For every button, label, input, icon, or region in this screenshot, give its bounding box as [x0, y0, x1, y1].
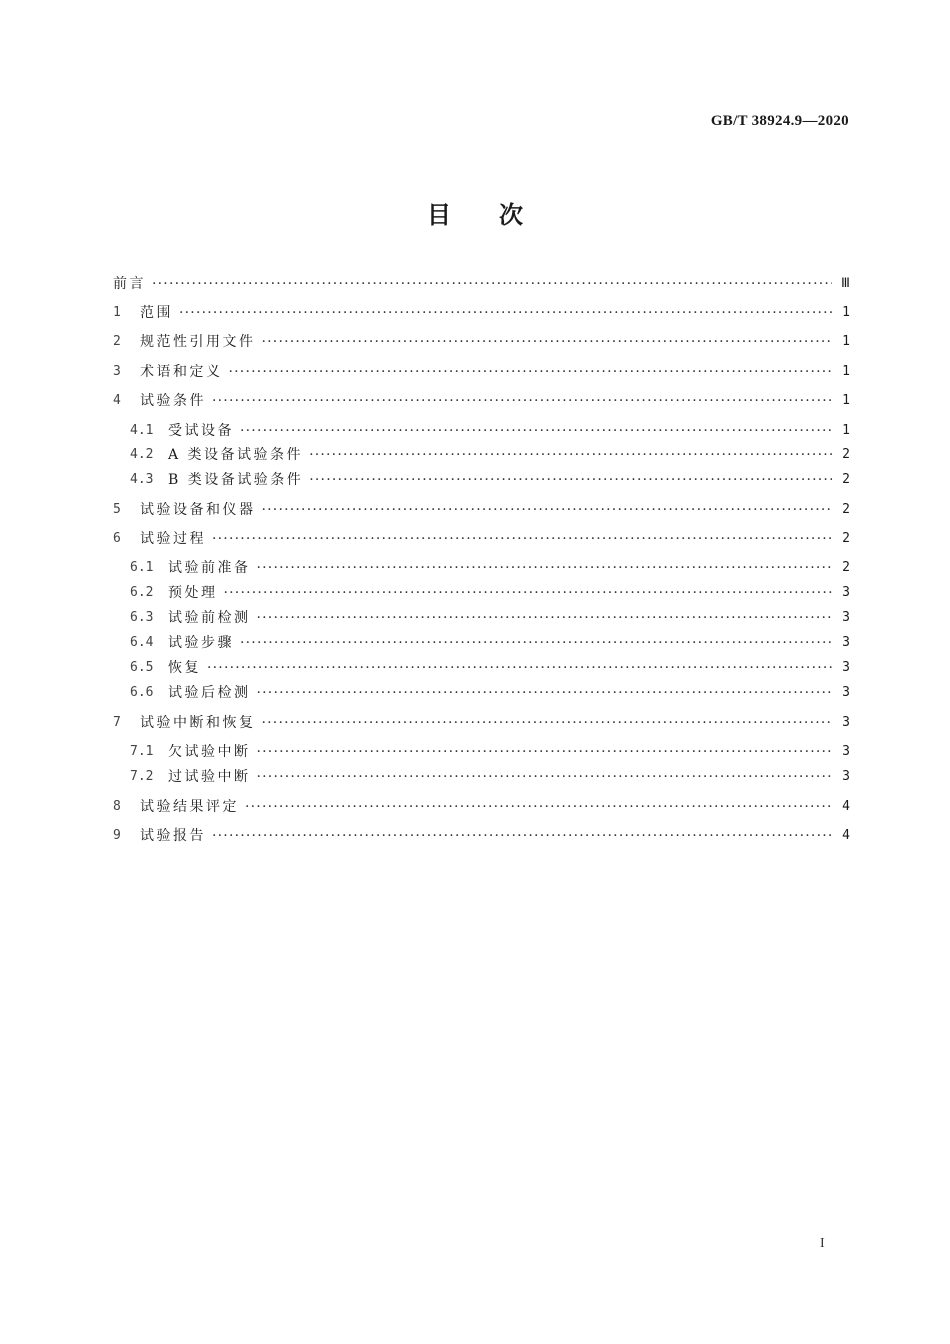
toc-entry[interactable]: [113, 582, 850, 604]
toc-entry-page: 1: [842, 305, 850, 320]
toc-entry-label: 受试设备: [168, 423, 234, 439]
toc-entry-number: 7: [113, 715, 121, 730]
dot-leader: [229, 361, 833, 383]
toc-entry-number: 8: [113, 799, 121, 814]
toc-entry[interactable]: [113, 390, 850, 412]
toc-entry[interactable]: [113, 444, 850, 466]
dot-leader: [262, 331, 833, 353]
toc-entry-label: 试验结果评定: [140, 799, 239, 815]
dot-leader: [309, 469, 832, 491]
toc-entry-page: 4: [842, 799, 850, 814]
toc-entry-page: Ⅲ: [841, 276, 850, 291]
toc-entry-page: 2: [842, 472, 850, 487]
toc-entry-page: 3: [842, 769, 850, 784]
toc-entry[interactable]: [113, 712, 850, 734]
dot-leader: [257, 766, 833, 788]
toc-entry-label: 试验前准备: [168, 560, 251, 576]
document-code: GB/T 38924.9—2020: [710, 113, 849, 129]
dot-leader: [207, 657, 832, 679]
footer-page-number: I: [820, 1236, 825, 1251]
toc-entry-page: 2: [842, 502, 850, 517]
toc-entry-label: 试验报告: [140, 828, 206, 844]
toc-entry-label: 欠试验中断: [168, 744, 251, 760]
toc-entry-label: 前言: [113, 276, 146, 292]
dot-leader: [257, 682, 833, 704]
toc-entry[interactable]: [113, 607, 850, 629]
toc-entry-page: 3: [842, 635, 850, 650]
toc-entry[interactable]: [113, 420, 850, 442]
toc-entry[interactable]: [113, 741, 850, 763]
toc-entry-page: 3: [842, 585, 850, 600]
dot-leader: [152, 273, 832, 295]
toc-entry-number: 1: [113, 305, 121, 320]
toc-entry[interactable]: [113, 273, 850, 295]
toc-entry[interactable]: [113, 469, 850, 491]
toc-entry-page: 4: [842, 828, 850, 843]
toc-entry-label: 试验过程: [140, 531, 206, 547]
toc-entry-label: 规范性引用文件: [140, 334, 256, 350]
toc-entry-label: 试验前检测: [168, 610, 251, 626]
toc-entry-number: 2: [113, 334, 121, 349]
toc-entry[interactable]: [113, 331, 850, 353]
toc-entry[interactable]: [113, 528, 850, 550]
dot-leader: [257, 557, 833, 579]
toc-entry-number: 4: [113, 393, 121, 408]
page-title: 目次: [427, 201, 571, 229]
dot-leader: [262, 499, 833, 521]
toc-entry[interactable]: [113, 682, 850, 704]
toc-entry-number: 5: [113, 502, 121, 517]
toc-entry-label: 范围: [140, 305, 173, 321]
toc-entry-label: 试验条件: [140, 393, 206, 409]
toc-entry-label: 试验后检测: [168, 685, 251, 701]
dot-leader: [212, 528, 832, 550]
toc-entry-page: 2: [842, 531, 850, 546]
toc-entry-number: 6.6: [130, 685, 154, 700]
toc-entry[interactable]: [113, 657, 850, 679]
toc-entry-page: 1: [842, 334, 850, 349]
toc-entry[interactable]: [113, 302, 850, 324]
toc-entry-page: 1: [842, 393, 850, 408]
toc-entry-number: 9: [113, 828, 121, 843]
toc-entry[interactable]: [113, 796, 850, 818]
toc-entry-number: 6.5: [130, 660, 154, 675]
toc-entry-number: 4.3: [130, 472, 154, 487]
dot-leader: [262, 712, 833, 734]
toc-entry-label: 术语和定义: [140, 364, 223, 380]
toc-entry[interactable]: [113, 361, 850, 383]
dot-leader: [257, 741, 833, 763]
toc-entry-page: 2: [842, 560, 850, 575]
dot-leader: [179, 302, 832, 324]
dot-leader: [240, 632, 832, 654]
toc-entry-number: 4.2: [130, 447, 154, 462]
dot-leader: [240, 420, 832, 442]
toc-entry-number: 7.1: [130, 744, 154, 759]
toc-entry-number: 3: [113, 364, 121, 379]
toc-entry-number: 6.2: [130, 585, 154, 600]
toc-entry-page: 3: [842, 744, 850, 759]
toc-entry-label: 试验中断和恢复: [140, 715, 256, 731]
toc-entry-number: 4.1: [130, 423, 154, 438]
dot-leader: [309, 444, 832, 466]
toc-entry-number: 6: [113, 531, 121, 546]
toc-entry-page: 1: [842, 364, 850, 379]
toc-entry-label: 预处理: [168, 585, 218, 601]
toc-entry[interactable]: [113, 632, 850, 654]
toc-entry-label: 试验设备和仪器: [140, 502, 256, 518]
toc-entry-page: 3: [842, 685, 850, 700]
toc-entry-label: B 类设备试验条件: [168, 472, 304, 488]
toc-entry[interactable]: [113, 499, 850, 521]
toc-entry-label: 恢复: [168, 660, 201, 676]
toc-entry-page: 3: [842, 610, 850, 625]
dot-leader: [245, 796, 832, 818]
dot-leader: [212, 390, 832, 412]
toc-entry-page: 1: [842, 423, 850, 438]
toc-entry-number: 6.1: [130, 560, 154, 575]
toc-entry[interactable]: [113, 766, 850, 788]
toc-entry-page: 2: [842, 447, 850, 462]
dot-leader: [224, 582, 833, 604]
toc-entry-label: 过试验中断: [168, 769, 251, 785]
toc-entry-page: 3: [842, 660, 850, 675]
toc-entry-number: 7.2: [130, 769, 154, 784]
toc-entry-label: A 类设备试验条件: [168, 447, 304, 463]
dot-leader: [257, 607, 833, 629]
toc-entry-number: 6.3: [130, 610, 154, 625]
toc-entry[interactable]: [113, 557, 850, 579]
toc-entry[interactable]: [113, 825, 850, 847]
dot-leader: [212, 825, 832, 847]
toc-entry-number: 6.4: [130, 635, 154, 650]
toc-entry-page: 3: [842, 715, 850, 730]
table-of-contents: [113, 0, 850, 900]
toc-entry-label: 试验步骤: [168, 635, 234, 651]
